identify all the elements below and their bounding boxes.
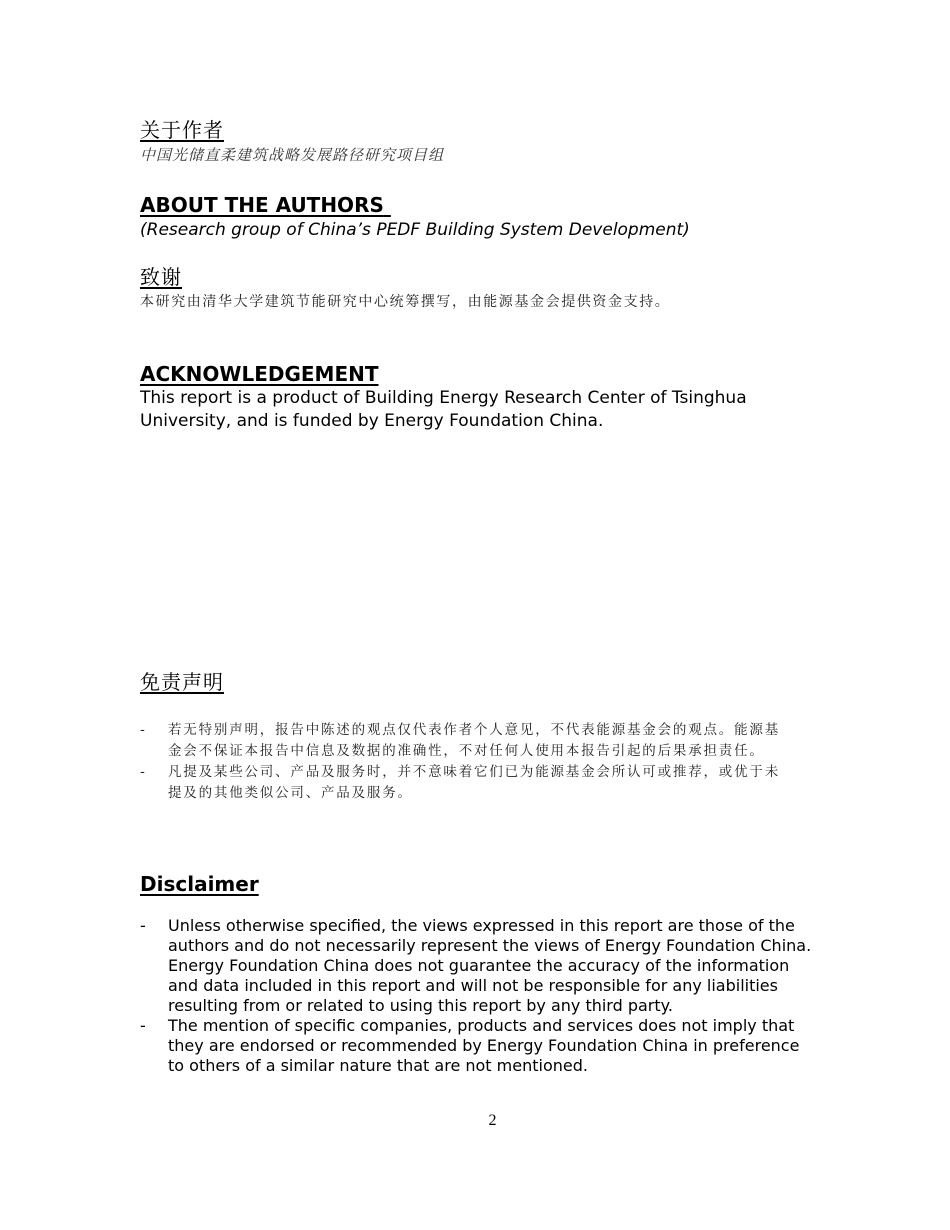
about-cn-section	[140, 118, 820, 164]
disclaimer-en-item-text: Unless otherwise specified, the views expressed in this report are those of the authors and do not necessarily represent the views of Energy Foundation China. Energy Foundation China does not guarantee the accuracy of the information and data included in this report and will not be responsible for any liabilities resulting from or related to using this report by any third party.	[168, 916, 812, 1015]
about-en-subtitle: (Research group of China’s PEDF Building System Development)	[140, 220, 690, 240]
about-en-heading	[140, 193, 820, 217]
bullet-dash: -	[140, 722, 147, 738]
disclaimer-cn-item	[140, 762, 780, 804]
disclaimer-en-item	[140, 1016, 812, 1076]
disclaimer-cn-section	[140, 670, 820, 804]
ack-en-heading: ACKNOWLEDGEMENT	[140, 362, 379, 386]
ack-en-body: This report is a product of Building Energy Research Center of Tsinghua University, and is funded by Energy Foundation China.	[140, 388, 747, 431]
disclaimer-cn-item	[140, 720, 780, 762]
disclaimer-en-list	[140, 916, 812, 1076]
ack-cn-heading: 致谢	[140, 265, 182, 289]
bullet-dash: -	[140, 916, 146, 935]
disclaimer-en-section	[140, 872, 820, 1076]
disclaimer-cn-heading: 免责声明	[140, 670, 224, 694]
disclaimer-cn-item-text: 若无特别声明，报告中陈述的观点仅代表作者个人意见，不代表能源基金会的观点。能源基金会不保证本报告中信息及数据的准确性，不对任何人使用本报告引起的后果承担责任。	[168, 722, 780, 759]
disclaimer-cn-item-text: 凡提及某些公司、产品及服务时，并不意味着它们已为能源基金会所认可或推荐，或优于未提及的其他类似公司、产品及服务。	[168, 764, 780, 801]
page-number: 2	[488, 1112, 497, 1129]
disclaimer-en-item-text: The mention of specific companies, products and services does not imply that they are endorsed or recommended by Energy Foundation China in preference to others of a similar nature that are not mentioned.	[168, 1016, 800, 1075]
ack-cn-body: 本研究由清华大学建筑节能研究中心统筹撰写，由能源基金会提供资金支持。	[140, 294, 671, 310]
about-en-section	[140, 193, 820, 241]
ack-cn-section	[140, 265, 820, 311]
about-cn-subtitle: 中国光储直柔建筑战略发展路径研究项目组	[140, 146, 445, 164]
disclaimer-en-heading: Disclaimer	[140, 872, 259, 896]
about-cn-heading: 关于作者	[140, 118, 224, 142]
disclaimer-cn-list	[140, 720, 780, 804]
about-en-heading-text: ABOUT THE AUTHORS	[140, 193, 384, 217]
disclaimer-en-item	[140, 916, 812, 1016]
bullet-dash: -	[140, 764, 147, 780]
bullet-dash: -	[140, 1016, 146, 1035]
ack-en-section	[140, 362, 760, 433]
